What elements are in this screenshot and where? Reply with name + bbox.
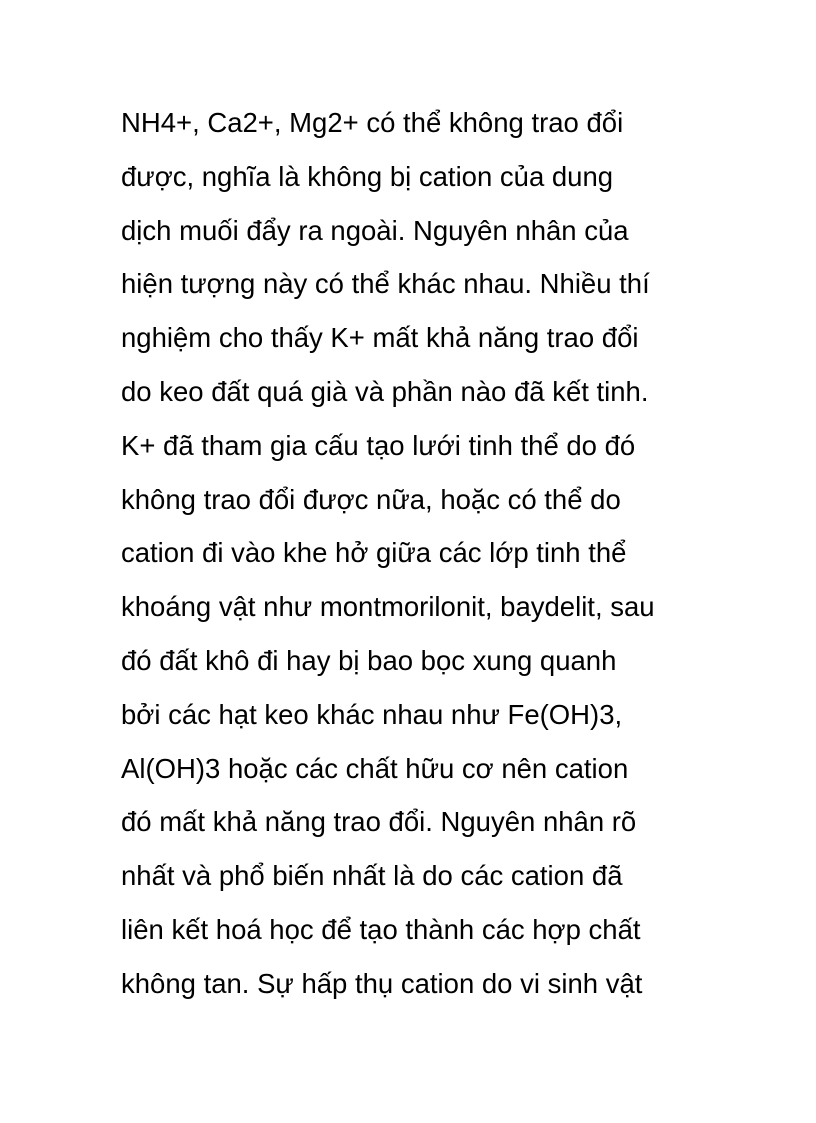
text-line-6: do keo đất quá già và phần nào đã kết tinh. — [121, 375, 649, 407]
text-line-2: được, nghĩa là không bị cation của dung — [121, 160, 614, 192]
text-line-17: không tan. Sự hấp thụ cation do vi sinh vật — [121, 967, 643, 999]
text-line-3: dịch muối đẩy ra ngoài. Nguyên nhân của — [121, 214, 629, 246]
text-line-15: nhất và phổ biến nhất là do các cation đã — [121, 860, 623, 892]
text-line-13: Al(OH)3 hoặc các chất hữu cơ nên cation — [121, 752, 629, 784]
text-line-1: NH4+, Ca2+, Mg2+ có thể không trao đổi — [121, 107, 624, 138]
text-line-16: liên kết hoá học để tạo thành các hợp chất — [121, 913, 641, 945]
text-line-8: không trao đổi được nữa, hoặc có thể do — [121, 483, 621, 515]
body-paragraph — [121, 96, 721, 1011]
text-line-10: khoáng vật như montmorilonit, baydelit, sau — [121, 591, 655, 623]
text-line-14: đó mất khả năng trao đổi. Nguyên nhân rõ — [121, 806, 637, 838]
text-line-4: hiện tượng này có thể khác nhau. Nhiều thí — [121, 268, 650, 300]
text-line-11: đó đất khô đi hay bị bao bọc xung quanh — [121, 644, 617, 676]
text-line-9: cation đi vào khe hở giữa các lớp tinh thể — [121, 537, 627, 569]
text-line-12: bởi các hạt keo khác nhau như Fe(OH)3, — [121, 698, 623, 730]
text-line-5: nghiệm cho thấy K+ mất khả năng trao đổi — [121, 322, 639, 354]
text-line-7: K+ đã tham gia cấu tạo lưới tinh thể do đó — [121, 429, 636, 461]
